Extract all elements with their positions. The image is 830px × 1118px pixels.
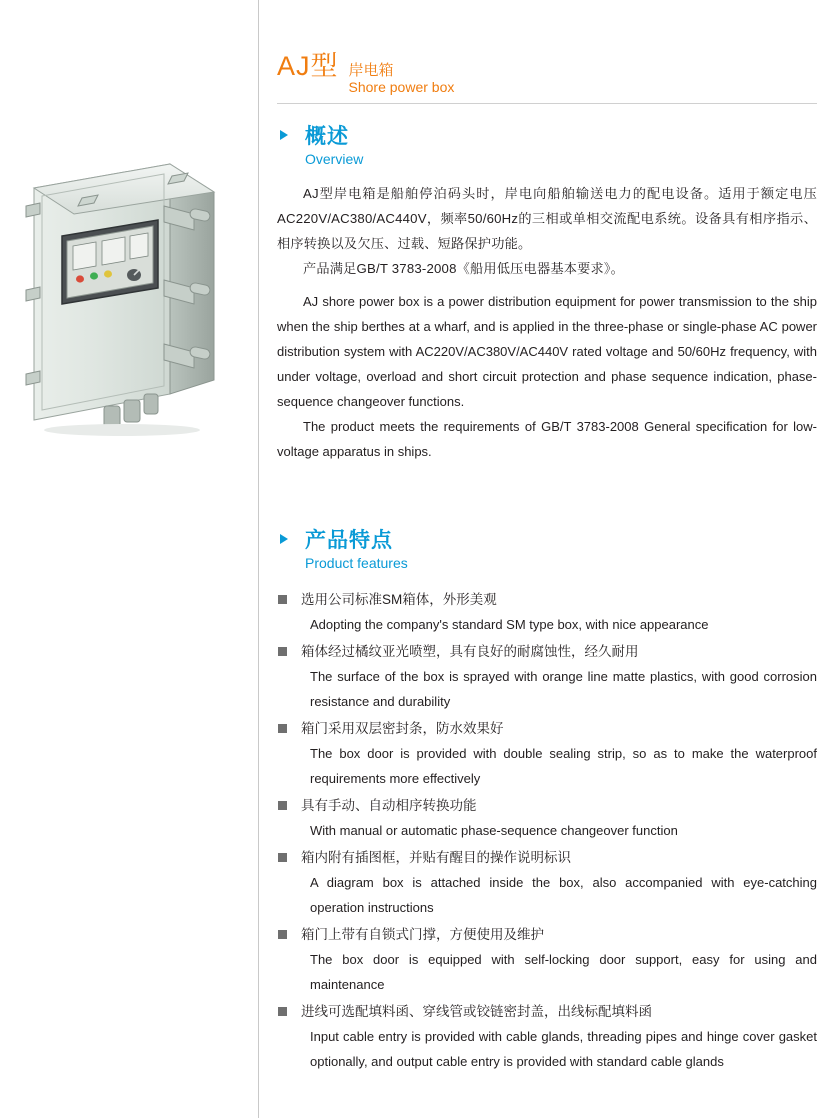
product-name-cn: 岸电箱 [348, 62, 394, 79]
column-divider [258, 0, 259, 1118]
overview-en-paragraph-2: The product meets the requirements of GB/T 3783-2008 General specification for low-voltage apparatus in ships. [277, 419, 817, 459]
feature-cn: 具有手动、自动相序转换功能 [301, 798, 477, 813]
feature-en: The surface of the box is sprayed with orange line matte plastics, with good corrosion resistance and durability [310, 669, 817, 709]
left-column [0, 0, 258, 1118]
feature-en: Adopting the company's standard SM type box, with nice appearance [310, 617, 709, 632]
title-divider [277, 103, 817, 104]
square-bullet-icon [278, 595, 287, 604]
feature-en: Input cable entry is provided with cable glands, threading pipes and hinge cover gasket optionally, and output cable entry is provided with standard cable glands [310, 1029, 817, 1069]
feature-cn: 进线可选配填料函、穿线管或铰链密封盖，出线标配填料函 [301, 1004, 652, 1019]
square-bullet-icon [278, 724, 287, 733]
square-bullet-icon [278, 930, 287, 939]
feature-cn: 箱门采用双层密封条，防水效果好 [301, 721, 504, 736]
feature-cn: 箱体经过橘纹亚光喷塑，具有良好的耐腐蚀性，经久耐用 [301, 644, 639, 659]
feature-en: The box door is provided with double sealing strip, so as to make the waterproof requirements more effectively [310, 746, 817, 786]
product-photo-shore-power-box [18, 148, 244, 438]
list-item [277, 922, 817, 997]
list-item [277, 587, 817, 637]
square-bullet-icon [278, 647, 287, 656]
section-overview [277, 124, 817, 464]
overview-heading-en: Overview [305, 151, 364, 167]
overview-heading [277, 124, 817, 169]
square-bullet-icon [278, 801, 287, 810]
triangle-right-icon [280, 534, 288, 544]
features-heading [277, 528, 817, 573]
feature-en: A diagram box is attached inside the box, also accompanied with eye-catching operation instructions [310, 875, 817, 915]
page-title [277, 44, 817, 104]
feature-cn: 选用公司标准SM箱体，外形美观 [301, 592, 497, 607]
feature-cn: 箱门上带有自锁式门撑，方便使用及维护 [301, 927, 544, 942]
product-model: AJ型 [277, 51, 339, 81]
list-item [277, 999, 817, 1074]
overview-en-paragraph-1: AJ shore power box is a power distribution equipment for power transmission to the ship when the ship berthes at a wharf, and is applied in the three-phase or single-phase AC power distribution system with AC220V/AC380V/AC440V rated voltage and 50/60Hz frequency, with under voltage, overload and short circuit protection and phase sequence indication, phase-sequence changeover functions. [277, 294, 817, 409]
features-heading-en: Product features [305, 555, 408, 571]
product-name-en: Shore power box [348, 79, 455, 95]
list-item [277, 793, 817, 843]
overview-body [277, 181, 817, 464]
list-item [277, 845, 817, 920]
right-column [272, 0, 818, 1118]
features-list [277, 587, 817, 1074]
square-bullet-icon [278, 1007, 287, 1016]
list-item [277, 639, 817, 714]
overview-cn-paragraph-1: AJ型岸电箱是船舶停泊码头时，岸电向船舶输送电力的配电设备。适用于额定电压AC220V/AC380/AC440V，频率50/60Hz的三相或单相交流配电系统。设备具有相序指示、相序转换以及欠压、过载、短路保护功能。 [277, 186, 817, 251]
section-product-features [277, 528, 817, 1076]
triangle-right-icon [280, 130, 288, 140]
overview-cn-paragraph-2: 产品满足GB/T 3783-2008《船用低压电器基本要求》。 [303, 261, 625, 276]
feature-cn: 箱内附有插图框，并贴有醒目的操作说明标识 [301, 850, 571, 865]
square-bullet-icon [278, 853, 287, 862]
feature-en: The box door is equipped with self-locking door support, easy for using and maintenance [310, 952, 817, 992]
overview-heading-cn: 概述 [305, 125, 349, 148]
features-heading-cn: 产品特点 [305, 529, 393, 552]
feature-en: With manual or automatic phase-sequence changeover function [310, 823, 678, 838]
list-item [277, 716, 817, 791]
